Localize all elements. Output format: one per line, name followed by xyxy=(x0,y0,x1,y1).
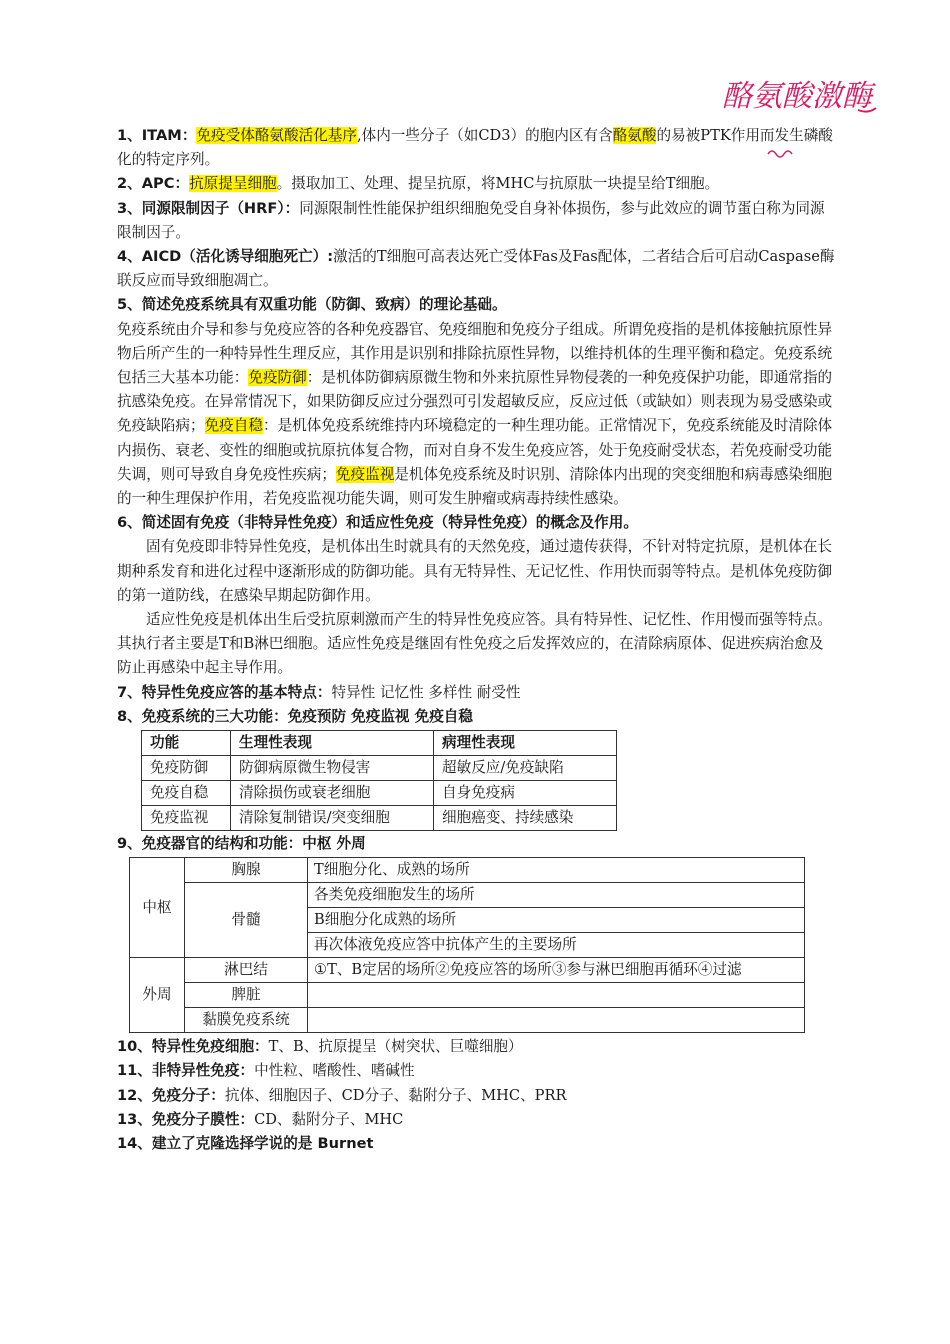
highlight-surveillance: 免疫监视 xyxy=(335,465,395,483)
item-1 xyxy=(117,124,837,172)
item-4 xyxy=(117,245,837,293)
thymus-cell: 胸腺 xyxy=(185,858,308,883)
item-text: 激活的T细胞可高表达死亡受体Fas及Fas配体，二者结合后可启动Caspase酶联反应而导致细胞凋亡。 xyxy=(117,248,835,290)
table-cell: 防御病原微生物侵害 xyxy=(231,756,434,781)
colon: ： xyxy=(181,127,197,144)
item-12 xyxy=(117,1084,837,1108)
table-cell: 免疫防御 xyxy=(142,756,231,781)
item-text: CD、黏附分子、MHC xyxy=(254,1110,404,1128)
colon: : xyxy=(327,248,334,266)
table-header-row xyxy=(142,731,617,756)
table-cell: 免疫监视 xyxy=(142,806,231,831)
table-row xyxy=(130,983,805,1008)
term-itam: ITAM xyxy=(141,127,182,144)
table-row xyxy=(130,883,805,908)
organs-table xyxy=(129,857,805,1033)
highlight-homeostasis: 免疫自稳 xyxy=(204,417,263,435)
item-number: 4、 xyxy=(117,248,142,266)
table-header: 功能 xyxy=(142,731,231,756)
item-text: 的易被PTK作用而发生磷酸化的特定序列。 xyxy=(117,127,833,169)
highlight-defense: 免疫防御 xyxy=(248,369,307,387)
item-text: 同源限制性性能保护组织细胞免受自身补体损伤，参与此效应的调节蛋白称为同源限制因子。 xyxy=(117,199,825,241)
table-header: 生理性表现 xyxy=(231,731,434,756)
functions-table xyxy=(141,730,617,831)
item-number: 2、 xyxy=(117,175,142,193)
term-hrf: 同源限制因子（HRF） xyxy=(141,199,285,217)
table-row xyxy=(130,858,805,883)
colon: ： xyxy=(174,175,190,193)
item-5-body xyxy=(117,318,837,512)
item-heading: 11、非特异性免疫： xyxy=(117,1062,255,1080)
table-row xyxy=(142,781,617,806)
table-cell: ①T、B定居的场所②免疫应答的场所③参与淋巴细胞再循环④过滤 xyxy=(308,958,805,983)
item-heading: 10、特异性免疫细胞： xyxy=(117,1038,269,1056)
item-7 xyxy=(117,681,837,705)
table-cell: 各类免疫细胞发生的场所 xyxy=(308,883,805,908)
item-text: 抗体、细胞因子、CD分子、黏附分子、MHC、PRR xyxy=(224,1086,567,1104)
item-text: ,体内一些分子（如CD3）的胞内区有含 xyxy=(356,127,613,144)
paragraph-text: ：是机体防御病原微生物和外来抗原性异物侵袭的一种免疫保护功能，即通常指的抗感染免疫。在异常情况下，如果防御反应过分强烈可引发超敏反应，反应过低（或缺如）则表现为易受感染或免疫缺陷病； xyxy=(117,369,833,435)
highlight-tyrosine: 酪氨酸 xyxy=(612,127,657,144)
item-text: 中性粒、嗜酸性、嗜碱性 xyxy=(254,1062,415,1080)
item-number: 3、 xyxy=(117,199,142,217)
peripheral-organ-cell: 外周 xyxy=(130,958,185,1033)
item-2 xyxy=(117,172,837,196)
handwriting-strokes xyxy=(718,70,878,130)
item-3 xyxy=(117,197,837,245)
paragraph-text: ：是机体免疫系统维持内环境稳定的一种生理功能。正常情况下，免疫系统能及时清除体内损伤、衰老、变性的细胞或抗原抗体复合物，而对自身不发生免疫应答，处于免疫耐受状态，若免疫耐受功能失调，则可导致自身免疫性疾病； xyxy=(117,417,833,483)
marrow-cell: 骨髓 xyxy=(185,883,308,958)
table-cell: 清除损伤或衰老细胞 xyxy=(231,781,434,806)
item-6-heading: 6、简述固有免疫（非特异性免疫）和适应性免疫（特异性免疫）的概念及作用。 xyxy=(117,514,638,532)
item-8-heading: 8、免疫系统的三大功能：免疫预防 免疫监视 免疫自稳 xyxy=(117,707,473,725)
table-cell: 自身免疫病 xyxy=(434,781,617,806)
table-row xyxy=(130,1008,805,1033)
table-cell: T细胞分化、成熟的场所 xyxy=(308,858,805,883)
table-row xyxy=(142,756,617,781)
item-text: 。摄取加工、处理、提呈抗原，将MHC与抗原肽一块提呈给T细胞。 xyxy=(276,175,720,193)
table-row xyxy=(130,958,805,983)
item-heading: 7、特异性免疫应答的基本特点： xyxy=(117,683,332,701)
highlight-itam: 免疫受体酪氨酸活化基序 xyxy=(196,127,357,144)
colon: ： xyxy=(284,199,300,217)
term-apc: APC xyxy=(141,175,175,193)
table-cell: 细胞癌变、持续感染 xyxy=(434,806,617,831)
paragraph-text: 是机体免疫系统及时识别、清除体内出现的突变细胞和病毒感染细胞的一种生理保护作用，若免疫监视功能失调，则可发生肿瘤或病毒持续性感染。 xyxy=(117,465,833,508)
document-page xyxy=(117,124,837,1156)
item-5-heading: 5、简述免疫系统具有双重功能（防御、致病）的理论基础。 xyxy=(117,296,507,314)
item-number: 1、 xyxy=(117,127,142,144)
item-heading: 13、免疫分子膜性： xyxy=(117,1110,255,1128)
item-text: 特异性 记忆性 多样性 耐受性 xyxy=(331,683,521,701)
table-cell: 超敏反应/免疫缺陷 xyxy=(434,756,617,781)
item-14: 14、建立了克隆选择学说的是 Burnet xyxy=(117,1135,374,1153)
item-6-paragraph-2: 适应性免疫是机体出生后受抗原刺激而产生的特异性免疫应答。具有特异性、记忆性、作用慢而强等特点。其执行者主要是T和B淋巴细胞。适应性免疫是继固有性免疫之后发挥效应的，在清除病原体、促进疾病治愈及防止再感染中起主导作用。 xyxy=(117,611,832,677)
table-cell: 免疫自稳 xyxy=(142,781,231,806)
handwritten-text: 酪氨酸激酶 xyxy=(722,79,872,114)
item-9-heading: 9、免疫器官的结构和功能：中枢 外周 xyxy=(117,835,366,853)
table-row xyxy=(142,806,617,831)
central-organ-cell: 中枢 xyxy=(130,858,185,958)
term-aicd: AICD（活化诱导细胞死亡） xyxy=(141,248,328,266)
table-cell: 清除复制错误/突变细胞 xyxy=(231,806,434,831)
mucosa-cell: 黏膜免疫系统 xyxy=(185,1008,308,1033)
highlight-apc: 抗原提呈细胞 xyxy=(189,175,277,193)
table-cell xyxy=(308,983,805,1008)
item-6-paragraph-1: 固有免疫即非特异性免疫，是机体出生时就具有的天然免疫，通过遗传获得，不针对特定抗原，是机体在长期种系发育和进化过程中逐渐形成的防御功能。具有无特异性、无记忆性、作用快而弱等特点。是机体免疫防御的第一道防线，在感染早期起防御作用。 xyxy=(117,538,833,604)
table-cell: B细胞分化成熟的场所 xyxy=(308,908,805,933)
item-heading: 12、免疫分子： xyxy=(117,1086,225,1104)
table-header: 病理性表现 xyxy=(434,731,617,756)
item-13 xyxy=(117,1108,837,1132)
item-10 xyxy=(117,1035,837,1059)
table-cell: 再次体液免疫应答中抗体产生的主要场所 xyxy=(308,933,805,958)
item-11 xyxy=(117,1059,837,1083)
spleen-cell: 脾脏 xyxy=(185,983,308,1008)
lymph-node-cell: 淋巴结 xyxy=(185,958,308,983)
table-cell xyxy=(308,1008,805,1033)
paragraph-text: 免疫系统由介导和参与免疫应答的各种免疫器官、免疫细胞和免疫分子组成。所谓免疫指的是机体接触抗原性异物后所产生的一种特异性生理反应，其作用是识别和排除抗原性异物，以维持机体的生理平衡和稳定。免疫系统包括三大基本功能： xyxy=(117,320,833,387)
handwritten-note xyxy=(718,70,878,130)
item-text: T、B、抗原提呈（树突状、巨噬细胞） xyxy=(268,1038,523,1056)
